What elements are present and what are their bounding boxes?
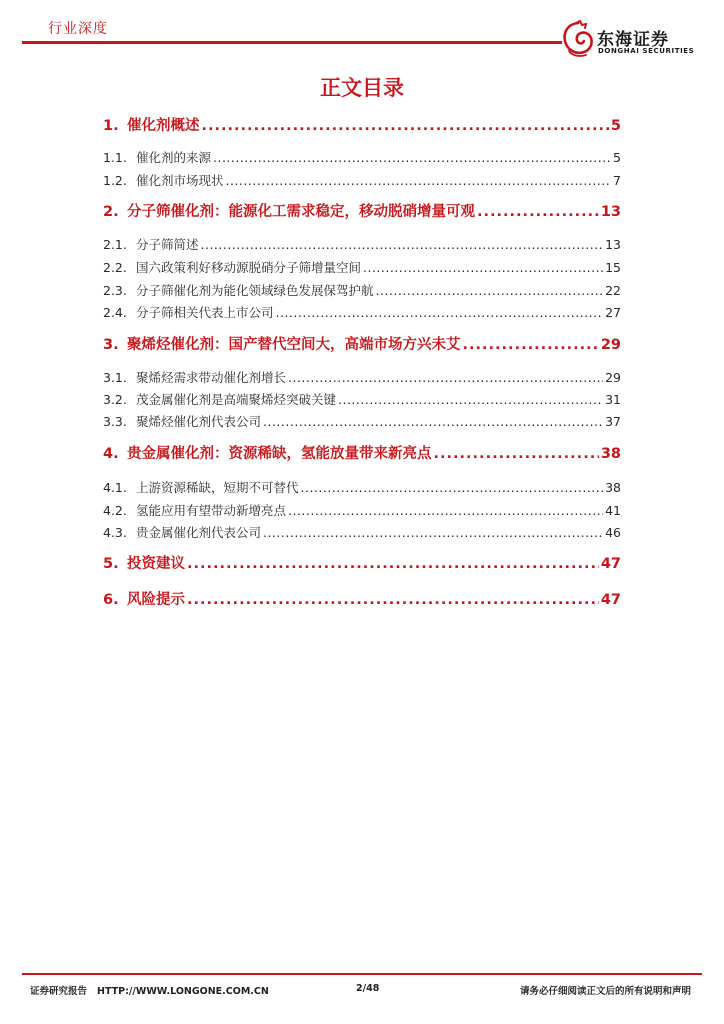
toc-entry-number: 3.2.: [103, 392, 127, 407]
toc-entry-page: 13: [600, 204, 621, 220]
toc-entry-page: 5: [613, 150, 621, 165]
toc-entry-text: 催化剂的来源: [136, 150, 212, 165]
toc-entry-text: 催化剂概述: [127, 118, 200, 134]
footer-report-type: 证券研究报告: [30, 986, 88, 997]
header-tag: 行业深度: [48, 21, 108, 37]
toc-leader-dots: [276, 305, 604, 321]
toc-entry-page: 31: [605, 392, 621, 407]
toc-section-entry[interactable]: [103, 446, 621, 462]
toc-section-entry[interactable]: [103, 118, 621, 134]
toc-subsection-entry[interactable]: [103, 392, 621, 408]
toc-entry-label: [103, 592, 185, 608]
toc-entry-page: 27: [605, 305, 621, 320]
toc-entry-label: [103, 237, 199, 253]
toc-entry-page: 7: [613, 173, 621, 188]
toc-subsection-entry[interactable]: [103, 503, 621, 519]
toc-section-entry[interactable]: [103, 592, 621, 608]
header-rule: [22, 41, 562, 44]
toc-entry-number: 3.: [103, 337, 119, 353]
toc-entry-page: 38: [605, 480, 621, 495]
toc-leader-dots: [301, 480, 604, 496]
toc-entry-number: 3.1.: [103, 370, 127, 385]
toc-leader-dots: [263, 414, 603, 430]
toc-entry-text: 分子筛简述: [136, 237, 199, 252]
toc-leader-dots: [226, 173, 612, 189]
toc-entry-label: [103, 150, 211, 166]
toc-leader-dots: [201, 237, 604, 253]
toc-subsection-entry[interactable]: [103, 237, 621, 253]
logo-chinese-name: 东海证券: [597, 30, 669, 50]
toc-entry-text: 投资建议: [127, 556, 185, 572]
toc-entry-text: 分子筛催化剂：能源化工需求稳定，移动脱硝增量可观: [127, 204, 475, 220]
logo-english-name: DONGHAI SECURITIES: [598, 47, 695, 55]
toc-subsection-entry[interactable]: [103, 414, 621, 430]
toc-entry-label: [103, 337, 461, 353]
toc-leader-dots: [477, 204, 599, 220]
toc-entry-label: [103, 204, 475, 220]
toc-entry-number: 4.1.: [103, 480, 127, 495]
footer-page-number: 2/48: [356, 983, 380, 994]
toc-entry-label: [103, 525, 261, 541]
toc-section-entry[interactable]: [103, 556, 621, 572]
toc-leader-dots: [376, 283, 604, 299]
toc-entry-label: [103, 414, 261, 430]
toc-entry-page: 29: [600, 337, 621, 353]
toc-entry-page: 15: [605, 260, 621, 275]
toc-subsection-entry[interactable]: [103, 173, 621, 189]
toc-entry-label: [103, 118, 200, 134]
footer-left: [30, 983, 269, 997]
toc-entry-label: [103, 260, 361, 276]
toc-entry-label: [103, 503, 286, 519]
toc-entry-text: 上游资源稀缺，短期不可替代: [136, 480, 299, 495]
toc-entry-label: [103, 556, 185, 572]
toc-entry-text: 聚烯烃催化剂：国产替代空间大，高端市场方兴未艾: [127, 337, 461, 353]
toc-entry-number: 4.2.: [103, 503, 127, 518]
toc-leader-dots: [434, 446, 599, 462]
toc-entry-number: 5.: [103, 556, 119, 572]
toc-entry-text: 氢能应用有望带动新增亮点: [136, 503, 287, 518]
toc-entry-page: 47: [600, 592, 621, 608]
toc-entry-page: 38: [600, 446, 621, 462]
toc-entry-page: 13: [605, 237, 621, 252]
toc-section-entry[interactable]: [103, 204, 621, 220]
toc-entry-page: 47: [600, 556, 621, 572]
toc-entry-page: 5: [610, 118, 621, 134]
toc-subsection-entry[interactable]: [103, 480, 621, 496]
toc-entry-text: 催化剂市场现状: [136, 173, 224, 188]
toc-leader-dots: [363, 260, 603, 276]
toc-leader-dots: [187, 592, 599, 608]
toc-entry-number: 2.3.: [103, 283, 127, 298]
toc-entry-page: 41: [605, 503, 621, 518]
toc-entry-page: 37: [605, 414, 621, 429]
toc-entry-label: [103, 446, 432, 462]
toc-entry-text: 贵金属催化剂代表公司: [136, 525, 262, 540]
toc-entry-label: [103, 480, 299, 496]
toc-entry-page: 29: [605, 370, 621, 385]
toc-entry-text: 茂金属催化剂是高端聚烯烃突破关键: [136, 392, 337, 407]
toc-entry-label: [103, 283, 374, 299]
toc-entry-number: 2.: [103, 204, 119, 220]
toc-entry-number: 3.3.: [103, 414, 127, 429]
toc-leader-dots: [338, 392, 603, 408]
toc-entry-number: 2.2.: [103, 260, 127, 275]
toc-leader-dots: [288, 370, 603, 386]
toc-subsection-entry[interactable]: [103, 260, 621, 276]
toc-leader-dots: [202, 118, 609, 134]
toc-leader-dots: [288, 503, 603, 519]
toc-entry-label: [103, 370, 286, 386]
toc-entry-text: 风险提示: [127, 592, 185, 608]
toc-leader-dots: [463, 337, 599, 353]
toc-subsection-entry[interactable]: [103, 525, 621, 541]
toc-leader-dots: [187, 556, 599, 572]
toc-entry-text: 贵金属催化剂：资源稀缺，氢能放量带来新亮点: [127, 446, 432, 462]
footer-disclaimer: 请务必仔细阅读正文后的所有说明和声明: [520, 986, 692, 997]
toc-entry-text: 国六政策利好移动源脱硝分子筛增量空间: [136, 260, 362, 275]
toc-entry-text: 分子筛相关代表上市公司: [136, 305, 274, 320]
toc-entry-page: 22: [605, 283, 621, 298]
toc-entry-text: 聚烯烃催化剂代表公司: [136, 414, 262, 429]
toc-subsection-entry[interactable]: [103, 370, 621, 386]
toc-section-entry[interactable]: [103, 337, 621, 353]
toc-leader-dots: [213, 150, 611, 166]
footer-rule: [22, 973, 702, 975]
toc-entry-number: 6.: [103, 592, 119, 608]
toc-entry-label: [103, 305, 274, 321]
toc-entry-number: 4.: [103, 446, 119, 462]
toc-entry-number: 1.1.: [103, 150, 127, 165]
toc-entry-number: 4.3.: [103, 525, 127, 540]
dragon-logo-icon: [560, 20, 596, 58]
toc-entry-number: 1.2.: [103, 173, 127, 188]
toc-entry-page: 46: [605, 525, 621, 540]
company-logo: [560, 20, 710, 60]
toc-entry-text: 聚烯烃需求带动催化剂增长: [136, 370, 287, 385]
toc-entry-label: [103, 173, 224, 189]
toc-entry-label: [103, 392, 336, 408]
toc-subsection-entry[interactable]: [103, 150, 621, 166]
toc-entry-number: 2.4.: [103, 305, 127, 320]
toc-entry-number: 1.: [103, 118, 119, 134]
footer-url[interactable]: HTTP://WWW.LONGONE.COM.CN: [97, 986, 269, 997]
toc-entry-number: 2.1.: [103, 237, 127, 252]
page-title: 正文目录: [320, 76, 404, 100]
toc-subsection-entry[interactable]: [103, 305, 621, 321]
toc-entry-text: 分子筛催化剂为能化领域绿色发展保驾护航: [136, 283, 374, 298]
toc-subsection-entry[interactable]: [103, 283, 621, 299]
toc-leader-dots: [263, 525, 603, 541]
